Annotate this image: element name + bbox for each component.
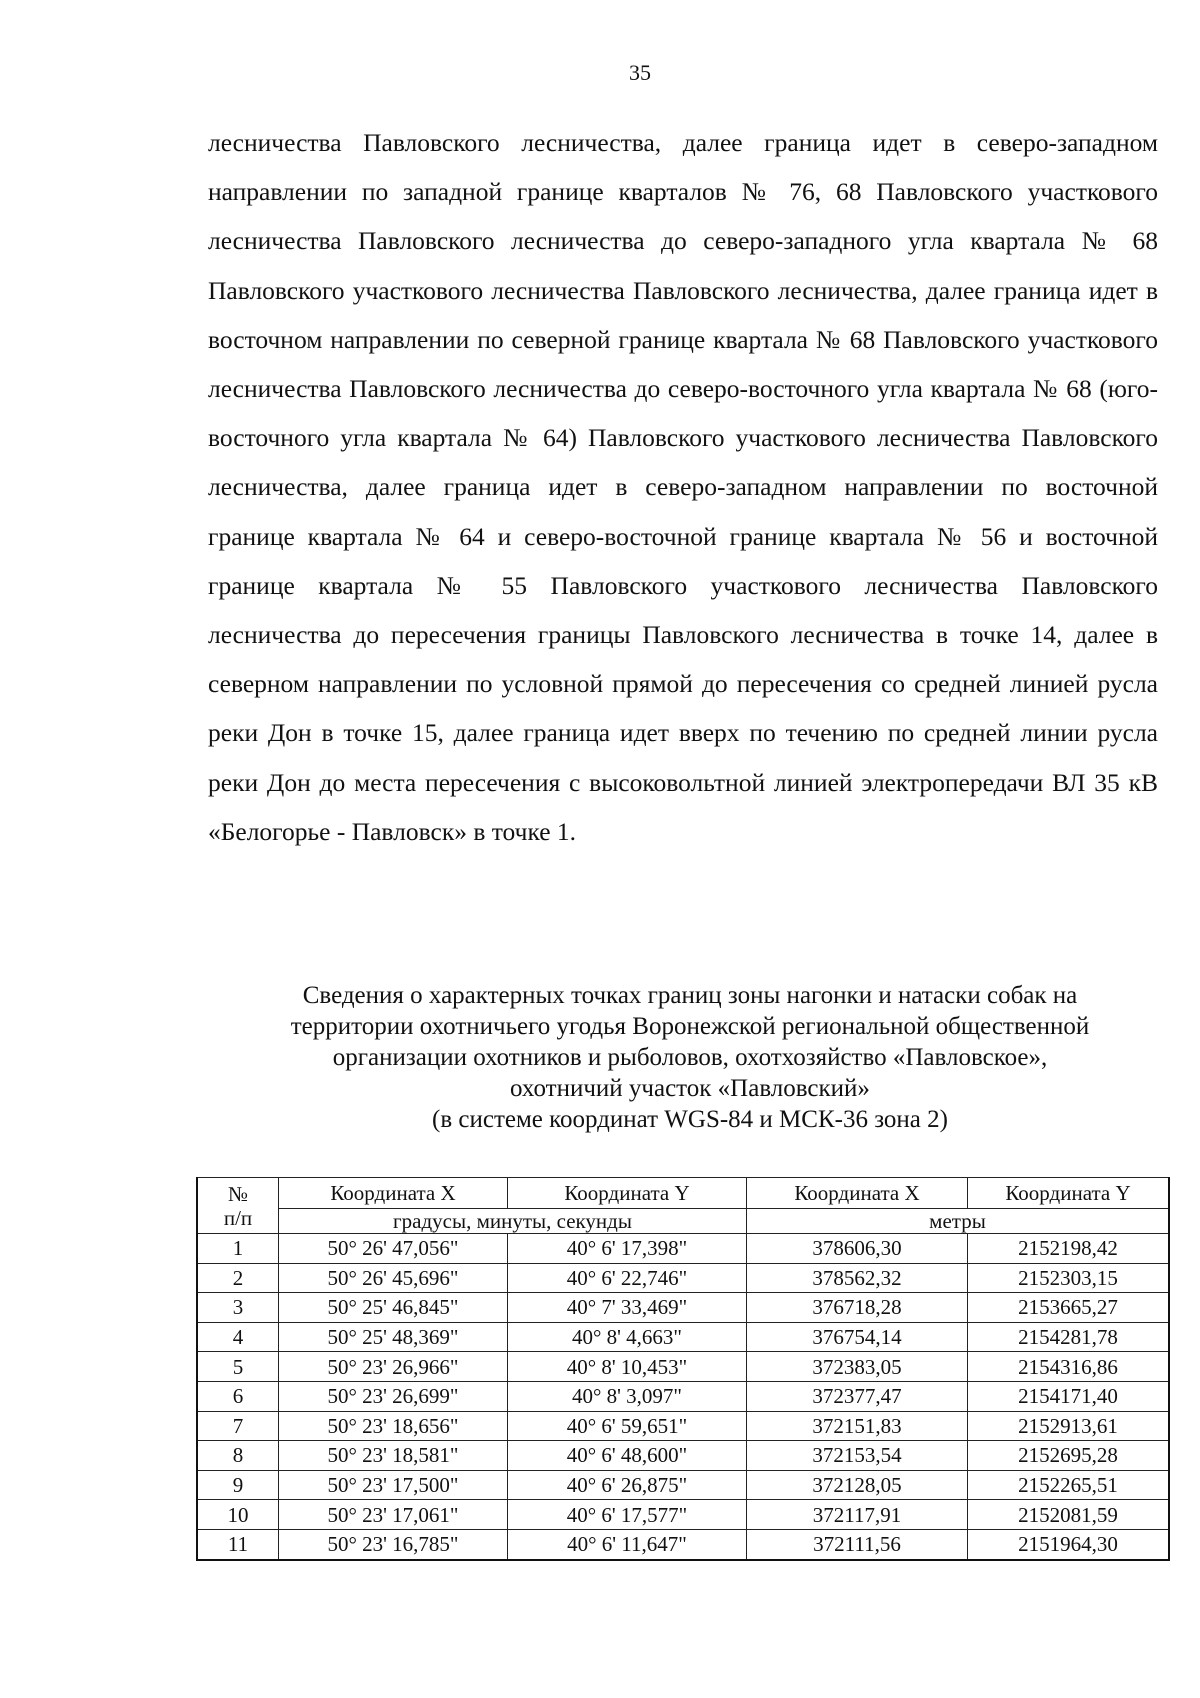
- cell-coord-x-m: 378606,30: [747, 1234, 968, 1264]
- table-title-line: (в системе координат WGS-84 и МСК-36 зона 2): [432, 1106, 948, 1133]
- cell-coord-y-m: 2154171,40: [968, 1381, 1170, 1411]
- table-row: [197, 1381, 1169, 1411]
- header-units-row: [197, 1209, 1169, 1234]
- cell-coord-y-deg: 40° 6' 48,600": [508, 1441, 747, 1471]
- cell-coord-y-m: 2152081,59: [968, 1500, 1170, 1530]
- body-paragraph: лесничества Павловского лесничества, далее граница идет в северо-западном направлении по западной границе кварталов № 76, 68 Павловского участкового лесничества Павловского лесничества до северо-западного угла квартала № 68 Павловского участкового лесничества Павловского лесничества, далее граница идет в восточном направлении по северной границе квартала № 68 Павловского участкового лесничества Павловского лесничества до северо-восточного угла квартала № 68 (юго-восточного угла квартала № 64) Павловского участкового лесничества Павловского лесничества, далее граница идет в северо-западном направлении по восточной границе квартала № 64 и северо-восточной границе квартала № 56 и восточной границе квартала № 55 Павловского участкового лесничества Павловского лесничества до пересечения границы Павловского лесничества в точке 14, далее в северном направлении по условной прямой до пересечения со средней линией русла реки Дон в точке 15, далее граница идет вверх по течению по средней линии русла реки Дон до места пересечения с высоковольтной линией электропередачи ВЛ 35 кВ «Белогорье - Павловск» в точке 1.: [208, 128, 1158, 846]
- cell-coord-y-m: 2154281,78: [968, 1322, 1170, 1352]
- header-units-meters: метры: [747, 1209, 1170, 1234]
- cell-coord-x-m: 372111,56: [747, 1529, 968, 1559]
- cell-number: 10: [197, 1500, 279, 1530]
- cell-coord-y-m: 2154316,86: [968, 1352, 1170, 1382]
- cell-coord-y-m: 2152695,28: [968, 1441, 1170, 1471]
- cell-coord-x-m: 378562,32: [747, 1263, 968, 1293]
- cell-coord-x-m: 372383,05: [747, 1352, 968, 1382]
- cell-number: 6: [197, 1381, 279, 1411]
- cell-coord-y-deg: 40° 6' 11,647": [508, 1529, 747, 1559]
- header-coord-x-deg: Координата X: [279, 1178, 508, 1209]
- cell-number: 2: [197, 1263, 279, 1293]
- table-title-line: организации охотников и рыболовов, охотхозяйство «Павловское»,: [332, 1044, 1048, 1071]
- cell-coord-x-deg: 50° 23' 18,656": [279, 1411, 508, 1441]
- cell-coord-y-deg: 40° 8' 3,097": [508, 1381, 747, 1411]
- cell-number: 11: [197, 1529, 279, 1559]
- cell-coord-y-m: 2152303,15: [968, 1263, 1170, 1293]
- coordinates-table: [196, 1177, 1170, 1561]
- cell-coord-y-deg: 40° 6' 17,398": [508, 1234, 747, 1264]
- header-number-line2: п/п: [223, 1205, 253, 1230]
- cell-coord-x-m: 372117,91: [747, 1500, 968, 1530]
- header-coord-y-deg: Координата Y: [508, 1178, 747, 1209]
- table-row: [197, 1441, 1169, 1471]
- cell-coord-x-deg: 50° 23' 17,061": [279, 1500, 508, 1530]
- cell-coord-x-deg: 50° 25' 46,845": [279, 1293, 508, 1323]
- cell-number: 5: [197, 1352, 279, 1382]
- cell-coord-x-deg: 50° 23' 17,500": [279, 1470, 508, 1500]
- header-number-line1: №: [227, 1181, 249, 1206]
- cell-coord-x-deg: 50° 23' 26,699": [279, 1381, 508, 1411]
- table-row: [197, 1411, 1169, 1441]
- cell-coord-x-m: 372128,05: [747, 1470, 968, 1500]
- header-coord-x-m: Координата X: [747, 1178, 968, 1209]
- cell-coord-x-m: 372377,47: [747, 1381, 968, 1411]
- cell-coord-y-m: 2152265,51: [968, 1470, 1170, 1500]
- header-number: [197, 1178, 279, 1234]
- cell-number: 7: [197, 1411, 279, 1441]
- cell-coord-y-deg: 40° 8' 4,663": [508, 1322, 747, 1352]
- table-row: [197, 1470, 1169, 1500]
- table-row: [197, 1352, 1169, 1382]
- cell-number: 9: [197, 1470, 279, 1500]
- table-row: [197, 1322, 1169, 1352]
- cell-coord-y-m: 2152198,42: [968, 1234, 1170, 1264]
- cell-coord-y-deg: 40° 8' 10,453": [508, 1352, 747, 1382]
- cell-coord-x-deg: 50° 25' 48,369": [279, 1322, 508, 1352]
- table-row: [197, 1263, 1169, 1293]
- cell-coord-y-deg: 40° 7' 33,469": [508, 1293, 747, 1323]
- table-row: [197, 1234, 1169, 1264]
- cell-coord-x-deg: 50° 23' 26,966": [279, 1352, 508, 1382]
- cell-coord-y-m: 2153665,27: [968, 1293, 1170, 1323]
- cell-number: 3: [197, 1293, 279, 1323]
- cell-coord-y-deg: 40° 6' 26,875": [508, 1470, 747, 1500]
- cell-coord-x-deg: 50° 23' 16,785": [279, 1529, 508, 1559]
- table-title-line: территории охотничьего угодья Воронежской региональной общественной: [290, 1013, 1090, 1040]
- header-units-degrees: градусы, минуты, секунды: [279, 1209, 747, 1234]
- cell-number: 8: [197, 1441, 279, 1471]
- cell-coord-x-deg: 50° 26' 47,056": [279, 1234, 508, 1264]
- cell-coord-x-m: 372151,83: [747, 1411, 968, 1441]
- cell-coord-x-deg: 50° 23' 18,581": [279, 1441, 508, 1471]
- cell-number: 1: [197, 1234, 279, 1264]
- header-coord-y-m: Координата Y: [968, 1178, 1170, 1209]
- cell-coord-y-deg: 40° 6' 59,651": [508, 1411, 747, 1441]
- table-body: [197, 1234, 1169, 1560]
- table-title-line: Сведения о характерных точках границ зоны нагонки и натаски собак на: [302, 982, 1078, 1009]
- cell-coord-y-m: 2151964,30: [968, 1529, 1170, 1559]
- cell-coord-x-deg: 50° 26' 45,696": [279, 1263, 508, 1293]
- table-title: [200, 980, 1180, 1135]
- table-row: [197, 1500, 1169, 1530]
- table-row: [197, 1293, 1169, 1323]
- cell-coord-y-deg: 40° 6' 22,746": [508, 1263, 747, 1293]
- cell-coord-y-m: 2152913,61: [968, 1411, 1170, 1441]
- header-row: [197, 1178, 1169, 1209]
- cell-number: 4: [197, 1322, 279, 1352]
- cell-coord-x-m: 376754,14: [747, 1322, 968, 1352]
- table-header: [197, 1178, 1169, 1234]
- cell-coord-x-m: 372153,54: [747, 1441, 968, 1471]
- table-row: [197, 1529, 1169, 1559]
- page-number: 35: [629, 60, 651, 85]
- cell-coord-x-m: 376718,28: [747, 1293, 968, 1323]
- table-title-line: охотничий участок «Павловский»: [510, 1075, 870, 1102]
- cell-coord-y-deg: 40° 6' 17,577": [508, 1500, 747, 1530]
